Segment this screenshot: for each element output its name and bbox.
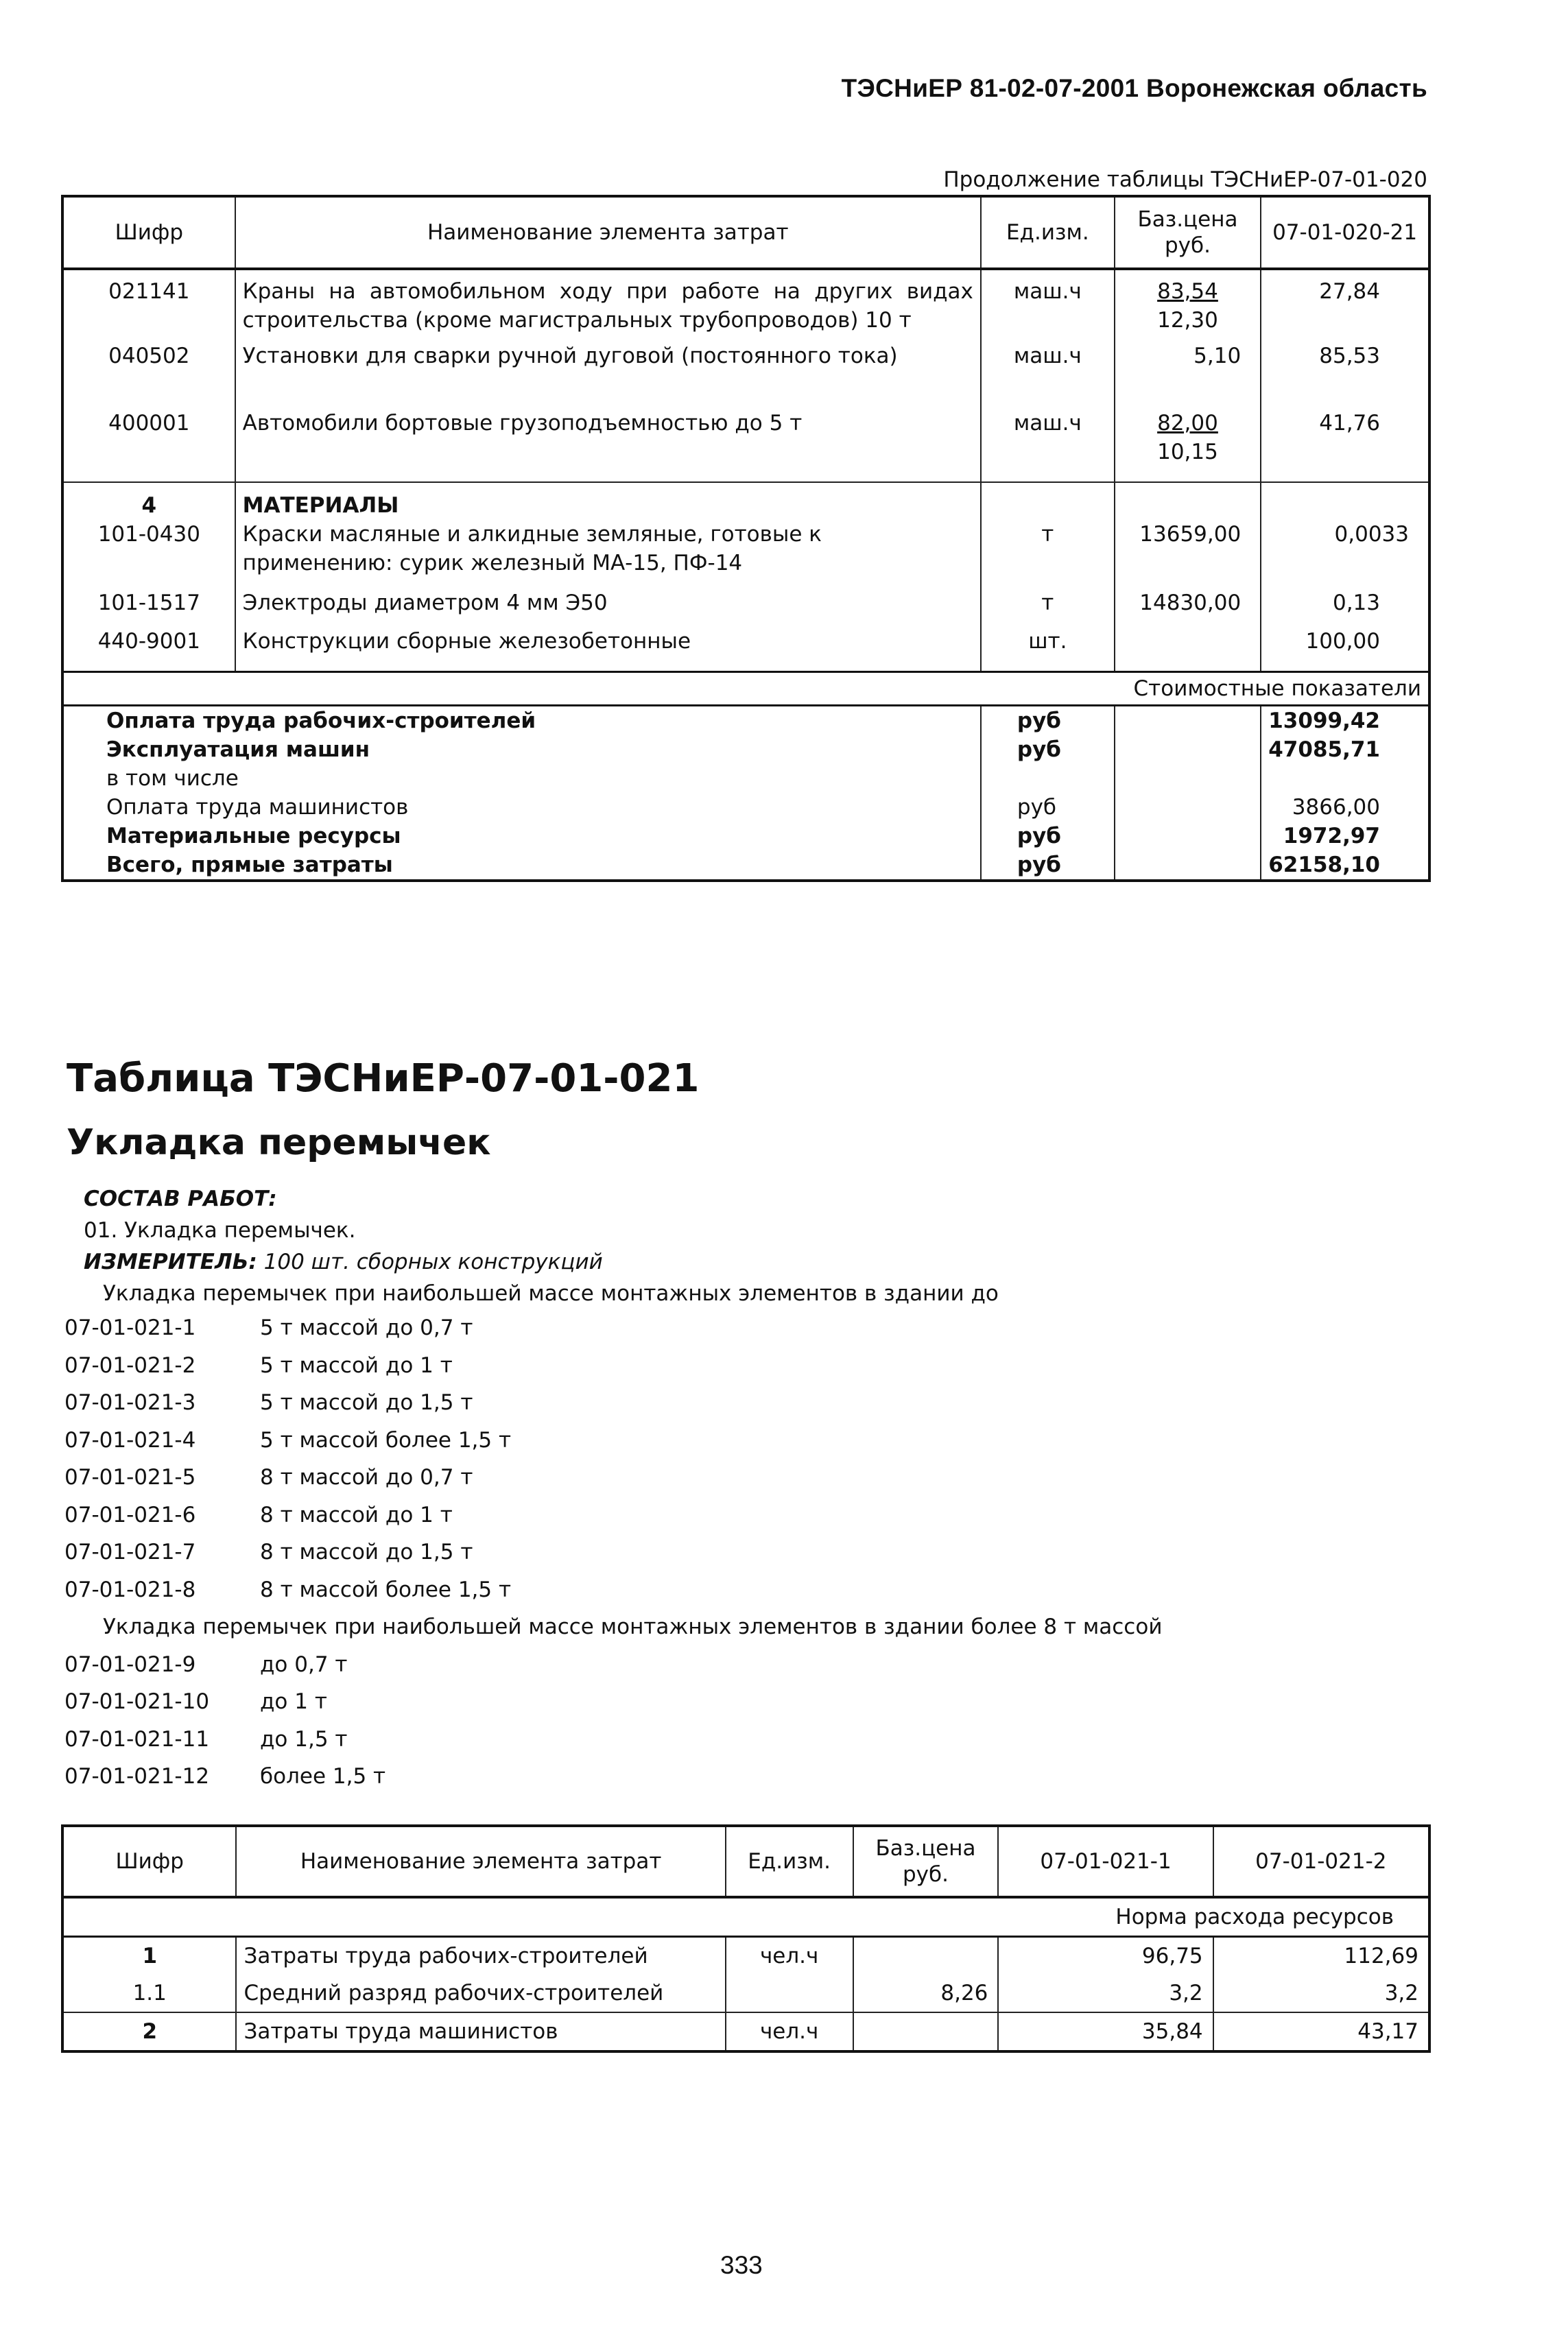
cost-unit: руб xyxy=(981,793,1115,822)
norm-code: 07-01-021-9 xyxy=(64,1652,196,1677)
cost-value xyxy=(1261,764,1429,793)
group-title: Укладка перемычек при наибольшей массе монтажных элементов в здании более 8 т массой xyxy=(103,1615,1163,1639)
norm-code: 07-01-021-2 xyxy=(64,1353,196,1378)
cell-unit: маш.ч xyxy=(981,335,1115,402)
list-item xyxy=(64,1428,1162,1466)
price-value: 83,54 xyxy=(1157,279,1218,304)
cell-empty xyxy=(1261,482,1429,520)
cell-name: Краски масляные и алкидные земляные, готовые к применению: сурик железный МА-15, ПФ-14 xyxy=(235,520,981,583)
norm-desc: до 0,7 т xyxy=(260,1652,348,1677)
table-row xyxy=(62,269,1429,335)
cost-label: Эксплуатация машин xyxy=(62,735,981,764)
cell-name: Средний разряд рабочих-строителей xyxy=(236,1975,725,2012)
cell-price: 5,10 xyxy=(1115,335,1261,402)
norm-desc: 5 т массой до 1,5 т xyxy=(260,1390,473,1415)
norm-caption: Норма расхода ресурсов xyxy=(1115,1905,1394,1929)
norm-code: 07-01-021-7 xyxy=(64,1540,196,1564)
section-row-materials xyxy=(62,482,1429,520)
table-row xyxy=(62,335,1429,402)
col-header-price: Баз.цена руб. xyxy=(1115,196,1261,269)
cost-value: 47085,71 xyxy=(1261,735,1429,764)
cost-caption-row xyxy=(62,672,1429,706)
price-wage-value: 10,15 xyxy=(1157,440,1218,464)
cell-price: 13659,00 xyxy=(1115,520,1261,583)
table-header-row xyxy=(62,1826,1429,1897)
cost-row xyxy=(62,793,1429,822)
group-title: Укладка перемычек при наибольшей массе монтажных элементов в здании до xyxy=(103,1281,999,1306)
cell-unit: т xyxy=(981,583,1115,627)
price-wage-value: 12,30 xyxy=(1157,308,1218,333)
meter-value: 100 шт. сборных конструкций xyxy=(263,1250,603,1274)
col-header-name: Наименование элемента затрат xyxy=(235,196,981,269)
norm-desc: 8 т массой до 1,5 т xyxy=(260,1540,473,1564)
norm-code: 07-01-021-6 xyxy=(64,1502,196,1527)
table-header-row xyxy=(62,196,1429,269)
norm-desc: до 1 т xyxy=(260,1689,327,1714)
cell-name: Затраты труда рабочих-строителей xyxy=(236,1937,725,1975)
list-item xyxy=(64,1689,1162,1727)
col-header-unit: Ед.изм. xyxy=(981,196,1115,269)
table-title: Таблица ТЭСНиЕР-07-01-021 xyxy=(67,1056,700,1101)
cell-price xyxy=(1115,269,1261,335)
cost-row xyxy=(62,822,1429,850)
cell-price xyxy=(1115,402,1261,482)
list-item xyxy=(64,1652,1162,1690)
table-row xyxy=(62,520,1429,583)
cell-norm-1: 35,84 xyxy=(998,2012,1213,2051)
norm-code: 07-01-021-5 xyxy=(64,1465,196,1490)
cost-row xyxy=(62,706,1429,736)
cell-norm: 0,0033 xyxy=(1261,520,1429,583)
table-row xyxy=(62,1937,1429,1975)
cell-name: Затраты труда машинистов xyxy=(236,2012,725,2051)
cell-unit: шт. xyxy=(981,627,1115,672)
cost-unit: руб xyxy=(981,850,1115,881)
col-header-code: Шифр xyxy=(62,1826,236,1897)
cost-unit: руб xyxy=(981,735,1115,764)
work-composition-label: СОСТАВ РАБОТ: xyxy=(84,1187,277,1211)
cell-empty xyxy=(981,482,1115,520)
meter-label: ИЗМЕРИТЕЛЬ: xyxy=(84,1250,257,1274)
cell-norm: 27,84 xyxy=(1261,269,1429,335)
cell-code: 1.1 xyxy=(62,1975,236,2012)
list-item xyxy=(64,1465,1162,1503)
table-row xyxy=(62,402,1429,482)
cell-norm-2: 3,2 xyxy=(1213,1975,1429,2012)
cell-code: 4 xyxy=(62,482,235,520)
cell-empty xyxy=(1115,850,1261,881)
list-item xyxy=(64,1390,1162,1428)
cost-unit: руб xyxy=(981,822,1115,850)
col-header-price: Баз.цена руб. xyxy=(853,1826,999,1897)
cost-value: 62158,10 xyxy=(1261,850,1429,881)
cell-name: Электроды диаметром 4 мм Э50 xyxy=(235,583,981,627)
cell-section-name: МАТЕРИАЛЫ xyxy=(235,482,981,520)
cost-caption: Стоимостные показатели xyxy=(62,672,1429,706)
cost-label: Оплата труда рабочих-строителей xyxy=(62,706,981,736)
col-header-norm: 07-01-020-21 xyxy=(1261,196,1429,269)
cost-value: 1972,97 xyxy=(1261,822,1429,850)
norm-desc: более 1,5 т xyxy=(260,1764,386,1789)
cell-code: 101-1517 xyxy=(62,583,235,627)
cell-code: 040502 xyxy=(62,335,235,402)
col-header-name: Наименование элемента затрат xyxy=(236,1826,725,1897)
norm-desc: 8 т массой до 0,7 т xyxy=(260,1465,473,1490)
cost-unit: руб xyxy=(981,706,1115,736)
cell-unit xyxy=(726,1975,853,2012)
norm-desc: 8 т массой более 1,5 т xyxy=(260,1577,512,1602)
norm-code: 07-01-021-12 xyxy=(64,1764,210,1789)
cell-empty xyxy=(1115,822,1261,850)
norm-code: 07-01-021-10 xyxy=(64,1689,210,1714)
cell-unit: маш.ч xyxy=(981,402,1115,482)
norm-desc: 5 т массой до 0,7 т xyxy=(260,1316,473,1340)
cell-empty xyxy=(1115,764,1261,793)
list-item xyxy=(64,1503,1162,1540)
cell-unit: маш.ч xyxy=(981,269,1115,335)
cell-norm-1: 3,2 xyxy=(998,1975,1213,2012)
resource-table-07-01-021 xyxy=(61,1824,1431,2053)
cell-empty xyxy=(1115,482,1261,520)
cell-code: 400001 xyxy=(62,402,235,482)
cost-value: 3866,00 xyxy=(1261,793,1429,822)
cell-code: 2 xyxy=(62,2012,236,2051)
cell-code: 1 xyxy=(62,1937,236,1975)
norm-code: 07-01-021-3 xyxy=(64,1390,196,1415)
table-subtitle: Укладка перемычек xyxy=(67,1122,491,1163)
norm-code: 07-01-021-8 xyxy=(64,1577,196,1602)
cost-unit xyxy=(981,764,1115,793)
cell-name: Автомобили бортовые грузоподъемностью до 5 т xyxy=(235,402,981,482)
cell-unit: чел.ч xyxy=(726,1937,853,1975)
cell-empty xyxy=(1115,706,1261,736)
table-row xyxy=(62,1975,1429,2012)
cell-name: Конструкции сборные железобетонные xyxy=(235,627,981,672)
list-item xyxy=(64,1316,1162,1353)
cell-norm: 0,13 xyxy=(1261,583,1429,627)
cell-empty xyxy=(1115,735,1261,764)
norm-desc: 8 т массой до 1 т xyxy=(260,1502,453,1527)
cell-norm: 85,53 xyxy=(1261,335,1429,402)
cell-unit: т xyxy=(981,520,1115,583)
norm-code: 07-01-021-4 xyxy=(64,1427,196,1453)
cell-price xyxy=(853,1937,999,1975)
cell-code: 440-9001 xyxy=(62,627,235,672)
norm-code: 07-01-021-1 xyxy=(64,1316,196,1340)
cell-empty xyxy=(1115,793,1261,822)
meter-line xyxy=(84,1250,603,1274)
col-header-norm-2: 07-01-021-2 xyxy=(1213,1826,1429,1897)
list-item xyxy=(64,1727,1162,1765)
norm-caption-row xyxy=(62,1897,1429,1937)
cost-row xyxy=(62,764,1429,793)
cell-norm: 41,76 xyxy=(1261,402,1429,482)
norm-desc: 5 т массой до 1 т xyxy=(260,1353,453,1378)
cost-row-total xyxy=(62,850,1429,881)
cell-price: 8,26 xyxy=(853,1975,999,2012)
page-number: 333 xyxy=(720,2251,763,2279)
table-row xyxy=(62,2012,1429,2051)
list-item xyxy=(64,1540,1162,1578)
norm-desc: до 1,5 т xyxy=(260,1726,348,1752)
cost-value: 13099,42 xyxy=(1261,706,1429,736)
cell-price xyxy=(853,2012,999,2051)
cell-unit: чел.ч xyxy=(726,2012,853,2051)
col-header-unit: Ед.изм. xyxy=(726,1826,853,1897)
cell-name: Краны на автомобильном ходу при работе на других видах строительства (кроме магистральных трубопроводов) 10 т xyxy=(235,269,981,335)
resource-table-07-01-020 xyxy=(61,195,1431,882)
cell-norm-1: 96,75 xyxy=(998,1937,1213,1975)
cost-label: Оплата труда машинистов xyxy=(62,793,981,822)
list-item xyxy=(64,1764,1162,1802)
cost-label: в том числе xyxy=(62,764,981,793)
norm-code: 07-01-021-11 xyxy=(64,1726,210,1752)
cell-code: 021141 xyxy=(62,269,235,335)
list-item xyxy=(64,1353,1162,1391)
cell-code: 101-0430 xyxy=(62,520,235,583)
cell-name: Установки для сварки ручной дуговой (постоянного тока) xyxy=(235,335,981,402)
cell-norm: 100,00 xyxy=(1261,627,1429,672)
cost-label: Всего, прямые затраты xyxy=(62,850,981,881)
price-value: 82,00 xyxy=(1157,411,1218,436)
list-item xyxy=(64,1578,1162,1615)
table-row xyxy=(62,627,1429,672)
cell-price: 14830,00 xyxy=(1115,583,1261,627)
col-header-norm-1: 07-01-021-1 xyxy=(998,1826,1213,1897)
cost-label: Материальные ресурсы xyxy=(62,822,981,850)
norm-code-list xyxy=(64,1316,1162,1802)
document-header: ТЭСНиЕР 81-02-07-2001 Воронежская область xyxy=(841,74,1427,102)
cost-row xyxy=(62,735,1429,764)
cell-norm-2: 112,69 xyxy=(1213,1937,1429,1975)
cell-price xyxy=(1115,627,1261,672)
table-continuation-caption: Продолжение таблицы ТЭСНиЕР-07-01-020 xyxy=(943,167,1427,192)
col-header-code: Шифр xyxy=(62,196,235,269)
norm-desc: 5 т массой более 1,5 т xyxy=(260,1427,512,1453)
cell-norm-2: 43,17 xyxy=(1213,2012,1429,2051)
table-row xyxy=(62,583,1429,627)
work-item: 01. Укладка перемычек. xyxy=(84,1218,356,1243)
